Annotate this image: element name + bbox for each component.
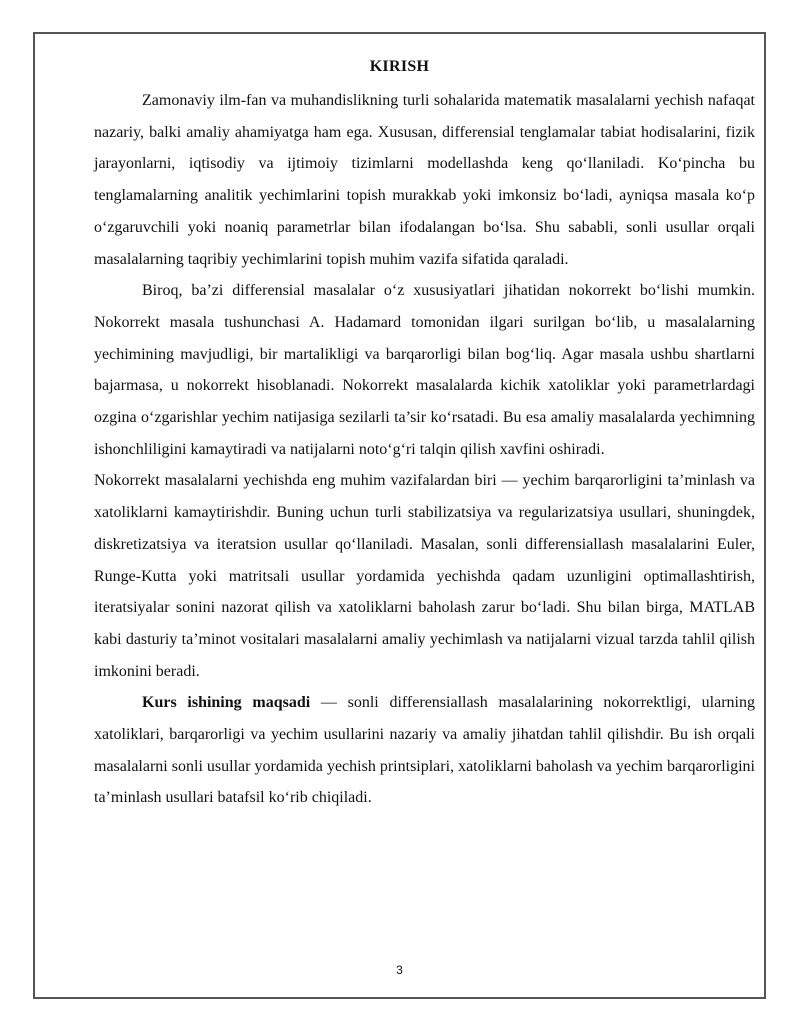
- course-goal-text: — sonli differensiallash masalalarining nokorrektligi, ularning xatoliklari, barqarorligi va yechim usullarini nazariy va amaliy jihatdan tahlil qilishdir. Bu ish orqali masalalarni sonli usullar yordamida yechish printsiplari, xatoliklarni baholash va yechim barqarorligini ta’minlash usullari batafsil ko‘rib chiqiladi.: [94, 694, 755, 807]
- page-number: 3: [396, 963, 403, 977]
- document-page: [33, 32, 766, 999]
- body-text: [94, 85, 755, 814]
- paragraph-ill-posed-problems: Biroq, ba’zi differensial masalalar o‘z xususiyatlari jihatidan nokorrekt bo‘lishi mumkin. Nokorrekt masala tushunchasi A. Hadamard tomonidan ilgari surilgan bo‘lib, u masalalarning yechimining mavjudligi, bir martalikligi va barqarorligi bilan bog‘liq. Agar masala ushbu shartlarni bajarmasa, u nokorrekt hisoblanadi. Nokorrekt masalalarda kichik xatoliklar yoki parametrlardagi ozgina o‘zgarishlar yechim natijasiga sezilarli ta’sir ko‘rsatadi. Bu esa amaliy masalalarda yechimning ishonchliligini kamaytiradi va natijalarni noto‘g‘ri talqin qilish xavfini oshiradi.: [94, 282, 755, 458]
- paragraph-solution-methods: Nokorrekt masalalarni yechishda eng muhim vazifalardan biri — yechim barqarorligini ta’minlash va xatoliklarni kamaytirishdir. Buning uchun turli stabilizatsiya va regularizatsiya usullari, shuningdek, diskretizatsiya va iteratsion usullar qo‘llaniladi. Masalan, sonli differensiallash masalalarini Euler, Runge-Kutta yoki matritsali usullar yordamida yechishda qadam uzunligini optimallashtirish, iteratsiyalar sonini nazorat qilish va xatoliklarni baholash zarur bo‘ladi. Shu bilan birga, MATLAB kabi dasturiy ta’minot vositalari masalalarni amaliy yechimlash va natijalarni vizual tarzda tahlil qilish imkonini beradi.: [94, 472, 755, 680]
- paragraph-course-goal: [94, 687, 755, 814]
- course-goal-label: Kurs ishining maqsadi: [142, 694, 311, 712]
- section-heading: KIRISH: [369, 58, 430, 75]
- paragraph-introduction: Zamonaviy ilm-fan va muhandislikning turli sohalarida matematik masalalarni yechish nafaqat nazariy, balki amaliy ahamiyatga ham ega. Xususan, differensial tenglamalar tabiat hodisalarini, fizik jarayonlarni, iqtisodiy va ijtimoiy tizimlarni modellashda keng qo‘llaniladi. Ko‘pincha bu tenglamalarning analitik yechimlarini topish murakkab yoki imkonsiz bo‘ladi, ayniqsa masala ko‘p o‘zgaruvchili yoki noaniq parametrlar bilan ifodalangan bo‘lsa. Shu sababli, sonli usullar orqali masalalarning taqribiy yechimlarini topish muhim vazifa sifatida qaraladi.: [94, 92, 755, 268]
